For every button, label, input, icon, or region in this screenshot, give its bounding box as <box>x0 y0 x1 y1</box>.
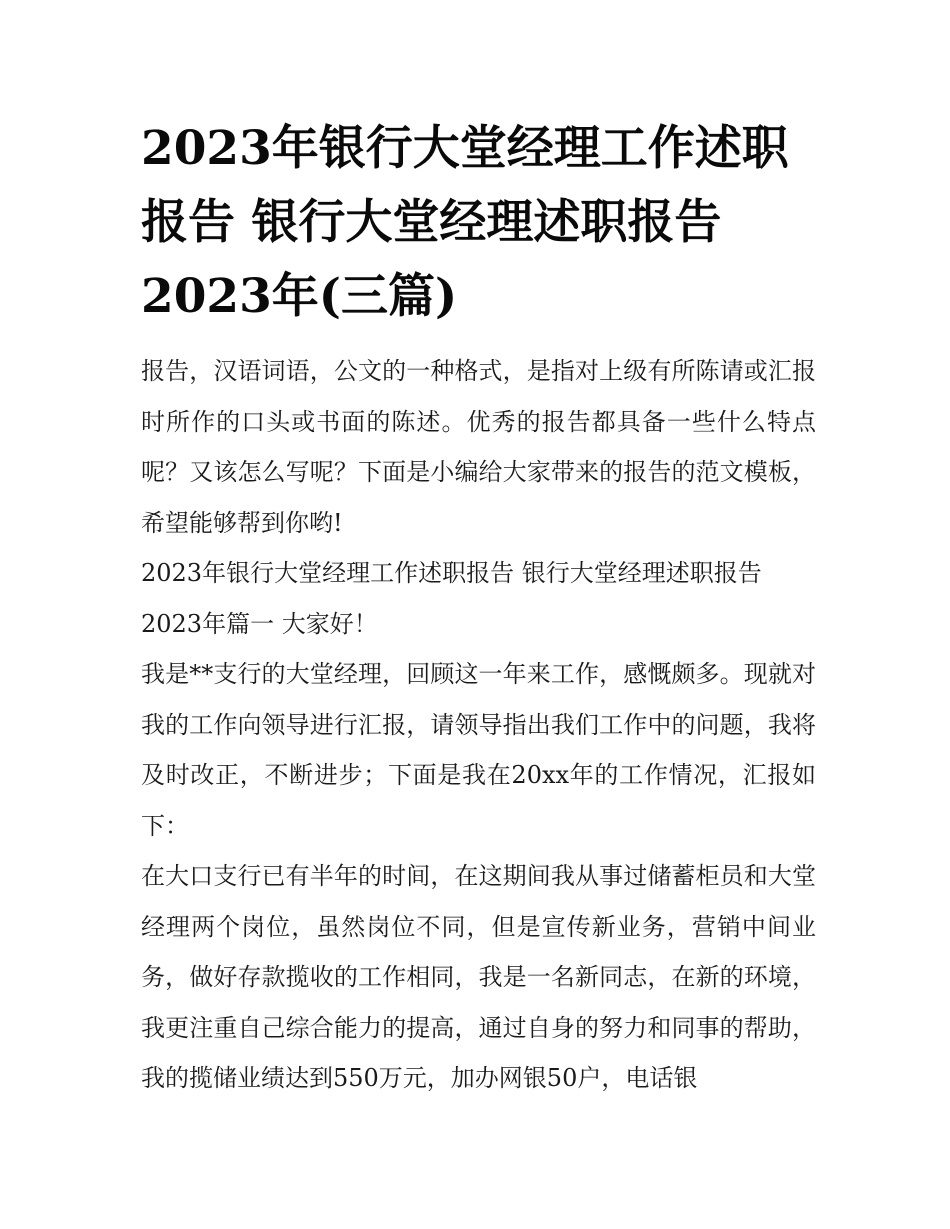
subheading-line: 2023年银行大堂经理工作述职报告 银行大堂经理述职报告 <box>141 559 762 587</box>
body-paragraph: 我是**支行的大堂经理，回顾这一年来工作，感慨颇多。现就对我的工作向领导进行汇报，请领导指出我们工作中的问题，我将及时改正，不断进步；下面是我在20xx年的工作情况，汇报如下： <box>141 660 816 840</box>
greeting-line: 2023年篇一 大家好！ <box>141 609 378 638</box>
document-body <box>141 112 816 1104</box>
body-paragraph: 在大口支行已有半年的时间，在这期间我从事过储蓄柜员和大堂经理两个岗位，虽然岗位不同，但是宣传新业务，营销中间业务，做好存款揽收的工作相同，我是一名新同志，在新的环境，我更注重自己综合能力的提高，通过自身的努力和同事的帮助，我的揽储业绩达到550万元，加办网银50户，电话银 <box>141 862 816 1092</box>
intro-paragraph: 报告，汉语词语，公文的一种格式，是指对上级有所陈请或汇报时所作的口头或书面的陈述。优秀的报告都具备一些什么特点呢？又该怎么写呢？下面是小编给大家带来的报告的范文模板，希望能够帮到你哟! <box>141 357 816 537</box>
document-title: 2023年银行大堂经理工作述职报告 银行大堂经理述职报告2023年(三篇) <box>141 121 789 324</box>
